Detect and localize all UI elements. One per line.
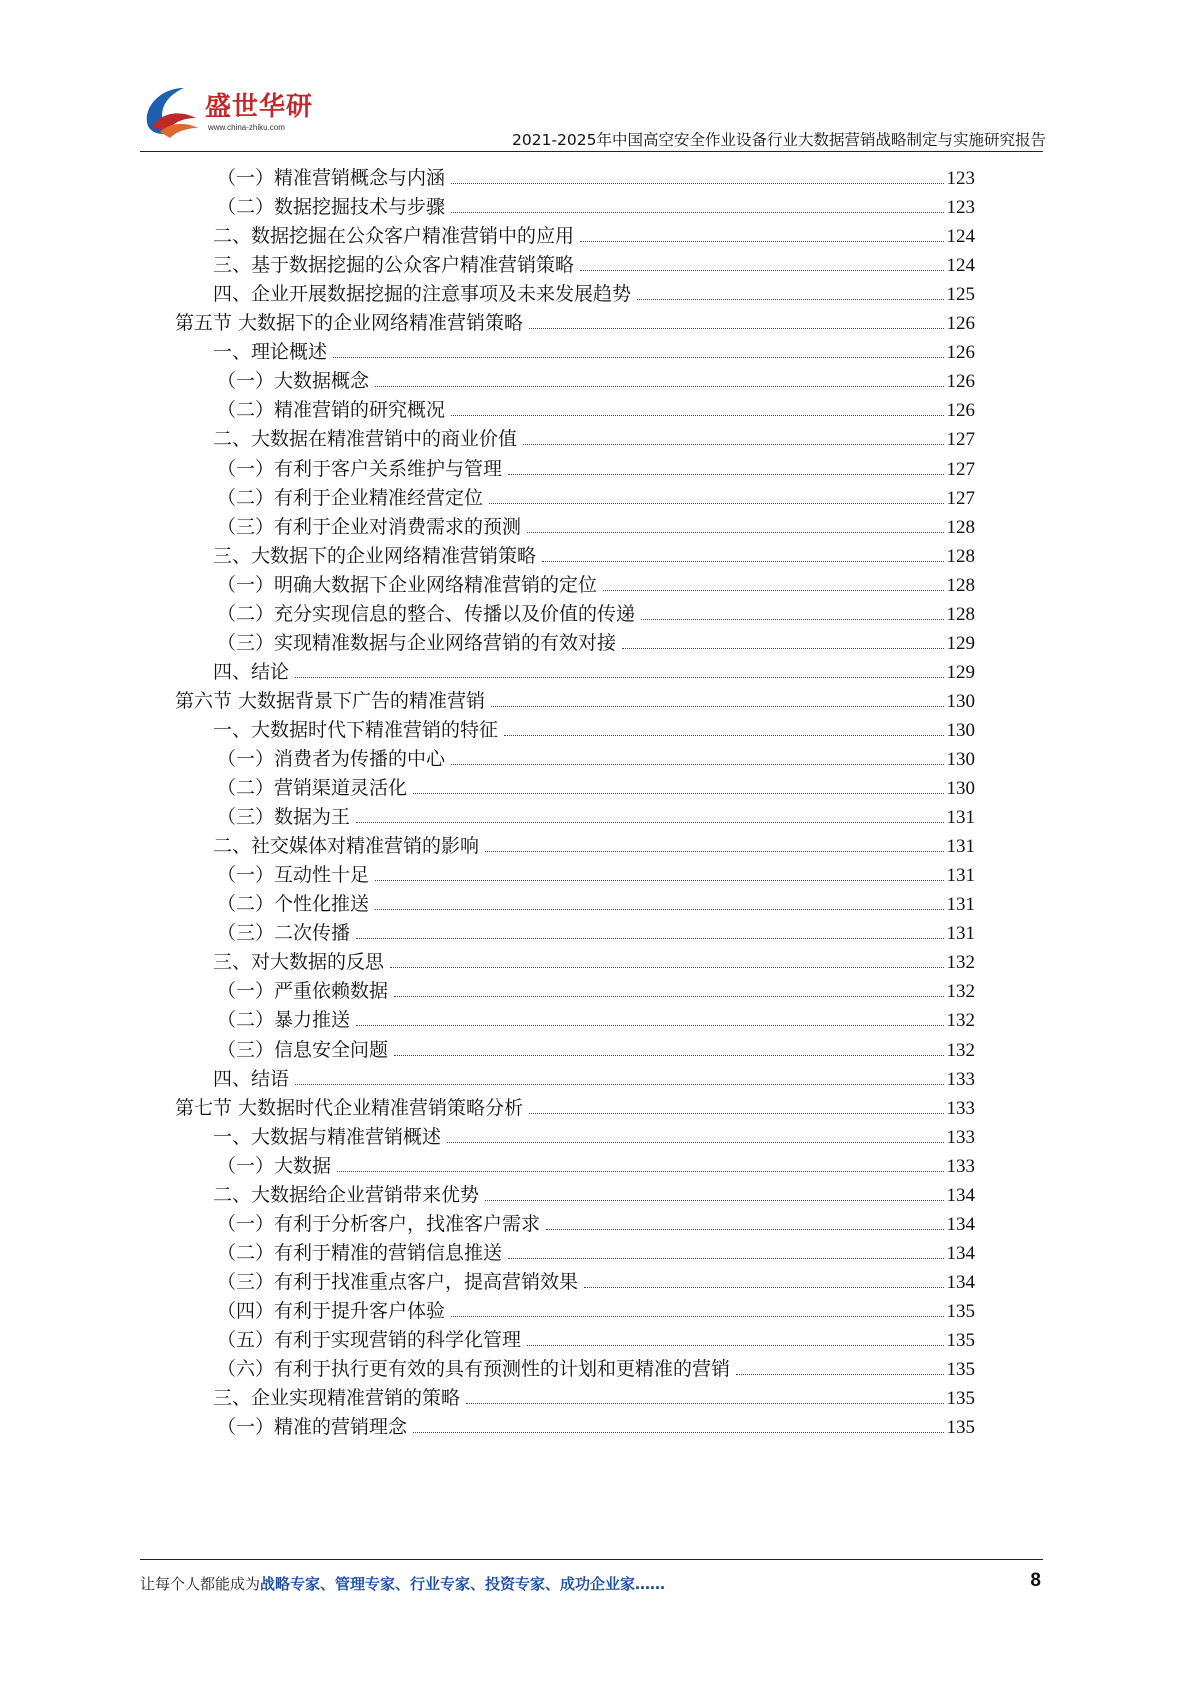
toc-entry-page: 133 xyxy=(946,1155,975,1177)
toc-entry-title: （二）营销渠道灵活化 xyxy=(217,777,408,800)
toc-entry-page: 135 xyxy=(946,1359,975,1381)
toc-leader-dots xyxy=(529,1113,943,1114)
toc-entry-title: 四、结语 xyxy=(213,1067,290,1090)
toc-entry-page: 127 xyxy=(946,487,975,509)
toc-entry-title: 二、数据挖掘在公众客户精准营销中的应用 xyxy=(213,225,575,248)
toc-entry[interactable] xyxy=(217,1293,975,1323)
toc-entry-title: （三）信息安全问题 xyxy=(217,1038,389,1061)
toc-entry-title: 一、大数据时代下精准营销的特征 xyxy=(213,718,499,741)
toc-leader-dots xyxy=(466,1403,943,1404)
toc-entry-page: 131 xyxy=(946,865,975,887)
toc-entry-page: 129 xyxy=(946,661,975,683)
toc-entry-title: 四、结论 xyxy=(213,660,290,683)
toc-entry-page: 131 xyxy=(946,807,975,829)
toc-entry-page: 134 xyxy=(946,1271,975,1293)
toc-leader-dots xyxy=(508,1258,943,1259)
toc-entry-title: （一）有利于分析客户，找准客户需求 xyxy=(217,1212,541,1235)
toc-entry-page: 135 xyxy=(946,1330,975,1351)
toc-leader-dots xyxy=(584,1287,943,1288)
toc-entry-title: （三）实现精准数据与企业网络营销的有效对接 xyxy=(217,631,617,654)
toc-entry-page: 126 xyxy=(946,313,975,335)
toc-entry-title: 二、大数据在精准营销中的商业价值 xyxy=(213,428,518,451)
toc-leader-dots xyxy=(375,909,943,910)
toc-entry-title: 第七节 大数据时代企业精准营销策略分析 xyxy=(175,1096,524,1119)
toc-leader-dots xyxy=(451,1316,943,1317)
toc-entry-page: 134 xyxy=(946,1242,975,1264)
toc-leader-dots xyxy=(295,677,943,678)
toc-entry-title: （六）有利于执行更有效的具有预测性的计划和更精准的营销 xyxy=(217,1358,731,1381)
toc-entry-page: 126 xyxy=(946,400,975,422)
toc-entry-page: 135 xyxy=(946,1388,975,1410)
toc-leader-dots xyxy=(356,938,943,939)
toc-leader-dots xyxy=(295,1084,943,1085)
toc-entry-page: 131 xyxy=(946,836,975,858)
toc-entry[interactable] xyxy=(175,683,975,713)
toc-entry-title: （三）数据为王 xyxy=(217,806,351,829)
toc-entry-title: （二）有利于精准的营销信息推送 xyxy=(217,1241,503,1264)
toc-entry-title: （二）个性化推送 xyxy=(217,893,370,916)
toc-entry-page: 132 xyxy=(946,952,975,974)
toc-entry[interactable] xyxy=(213,712,975,742)
toc-leader-dots xyxy=(375,386,943,387)
toc-leader-dots xyxy=(542,561,943,562)
toc-entry-page: 132 xyxy=(946,981,975,1003)
report-title: 2021-2025年中国高空安全作业设备行业大数据营销战略制定与实施研究报告 xyxy=(512,131,1046,149)
toc-entry-page: 128 xyxy=(946,516,975,538)
toc-entry-page: 129 xyxy=(946,632,975,654)
toc-entry-page: 131 xyxy=(946,923,975,945)
toc-entry-title: （一）互动性十足 xyxy=(217,864,370,887)
toc-leader-dots xyxy=(527,1345,943,1346)
toc-entry-page: 130 xyxy=(946,749,975,770)
toc-leader-dots xyxy=(394,996,943,997)
toc-leader-dots xyxy=(508,474,943,475)
toc-entry[interactable] xyxy=(213,334,975,364)
toc-leader-dots xyxy=(546,1229,943,1230)
toc-leader-dots xyxy=(485,851,943,852)
toc-entry[interactable] xyxy=(213,538,975,568)
toc-entry[interactable] xyxy=(217,741,975,771)
toc-entry[interactable] xyxy=(217,451,975,481)
toc-entry[interactable] xyxy=(217,857,975,887)
header-divider xyxy=(140,151,1043,152)
toc-entry-page: 130 xyxy=(946,778,975,800)
toc-entry-page: 132 xyxy=(946,1010,975,1032)
toc-entry-title: 三、基于数据挖掘的公众客户精准营销策略 xyxy=(213,254,575,277)
toc-entry-title: （一）大数据 xyxy=(217,1154,332,1177)
toc-entry-page: 133 xyxy=(946,1126,975,1148)
toc-entry-title: （三）二次传播 xyxy=(217,922,351,945)
toc-entry[interactable] xyxy=(213,218,975,248)
toc-entry-title: （三）有利于找准重点客户，提高营销效果 xyxy=(217,1270,579,1293)
toc-leader-dots xyxy=(333,357,943,358)
toc-entry-title: （二）暴力推送 xyxy=(217,1009,351,1032)
toc-entry-page: 123 xyxy=(946,197,975,219)
toc-leader-dots xyxy=(622,648,943,649)
toc-leader-dots xyxy=(375,880,943,881)
page-number: 8 xyxy=(1030,1570,1041,1591)
toc-entry-page: 128 xyxy=(946,545,975,567)
toc-entry[interactable] xyxy=(217,1264,975,1294)
logo-url: www.china-zhiku.com xyxy=(208,123,285,132)
toc-entry[interactable] xyxy=(217,392,975,422)
toc-entry[interactable] xyxy=(217,596,975,626)
toc-entry-title: 四、企业开展数据挖掘的注意事项及未来发展趋势 xyxy=(213,283,632,306)
toc-entry[interactable] xyxy=(213,247,975,277)
toc-entry-page: 130 xyxy=(946,719,975,741)
toc-entry[interactable] xyxy=(213,421,975,451)
toc-entry-title: 三、大数据下的企业网络精准营销策略 xyxy=(213,544,537,567)
toc-leader-dots xyxy=(489,503,943,504)
toc-entry-title: （四）有利于提升客户体验 xyxy=(217,1299,446,1322)
toc-entry-title: 一、理论概述 xyxy=(213,341,328,364)
toc-entry-page: 126 xyxy=(946,371,975,393)
toc-leader-dots xyxy=(451,212,943,213)
toc-leader-dots xyxy=(504,735,943,736)
toc-entry-title: （二）数据挖掘技术与步骤 xyxy=(217,196,446,219)
toc-entry[interactable] xyxy=(213,1177,975,1207)
toc-leader-dots xyxy=(451,183,943,184)
toc-entry-title: （二）充分实现信息的整合、传播以及价值的传递 xyxy=(217,602,636,625)
toc-entry-title: 二、大数据给企业营销带来优势 xyxy=(213,1183,480,1206)
toc-entry-title: （一）精准营销概念与内涵 xyxy=(217,167,446,189)
toc-entry-page: 125 xyxy=(946,284,975,306)
toc-entry-page: 130 xyxy=(946,690,975,712)
toc-entry[interactable] xyxy=(175,1090,975,1120)
toc-entry-title: （一）消费者为传播的中心 xyxy=(217,748,446,770)
toc-leader-dots xyxy=(356,822,943,823)
toc-entry[interactable] xyxy=(217,770,975,800)
toc-entry[interactable] xyxy=(217,1409,975,1439)
toc-entry[interactable] xyxy=(213,1119,975,1149)
toc-entry[interactable] xyxy=(217,915,975,945)
toc-entry-page: 133 xyxy=(946,1068,975,1090)
toc-leader-dots xyxy=(580,270,943,271)
toc-leader-dots xyxy=(603,590,943,591)
footer-slogan-highlight: 战略专家、管理专家、行业专家、投资专家、成功企业家…… xyxy=(260,1575,666,1593)
toc-leader-dots xyxy=(356,1025,943,1026)
toc-entry-page: 123 xyxy=(946,168,975,189)
toc-entry[interactable] xyxy=(217,1206,975,1236)
toc-entry-title: 三、对大数据的反思 xyxy=(213,951,385,974)
toc-leader-dots xyxy=(447,1142,943,1143)
toc-leader-dots xyxy=(451,415,943,416)
toc-entry[interactable] xyxy=(217,625,975,655)
toc-entry[interactable] xyxy=(213,828,975,858)
toc-entry-page: 128 xyxy=(946,574,975,596)
page-header xyxy=(0,0,1191,150)
toc-entry[interactable] xyxy=(217,509,975,539)
footer-slogan-prefix: 让每个人都能成为 xyxy=(140,1575,261,1593)
toc-entry-page: 135 xyxy=(946,1300,975,1322)
toc-entry-page: 134 xyxy=(946,1184,975,1206)
toc-entry-title: （五）有利于实现营销的科学化管理 xyxy=(217,1329,522,1351)
toc-entry[interactable] xyxy=(217,799,975,829)
toc-entry[interactable] xyxy=(213,1061,975,1091)
toc-leader-dots xyxy=(736,1374,943,1375)
toc-entry-page: 127 xyxy=(946,458,975,480)
toc-entry[interactable] xyxy=(217,189,975,219)
toc-leader-dots xyxy=(394,1055,943,1056)
toc-entry-title: （一）严重依赖数据 xyxy=(217,980,389,1003)
toc-entry[interactable] xyxy=(217,567,975,597)
toc-leader-dots xyxy=(390,967,943,968)
toc-leader-dots xyxy=(485,1200,943,1201)
toc-entry[interactable] xyxy=(213,654,975,684)
toc-entry-title: （二）精准营销的研究概况 xyxy=(217,399,446,422)
toc-entry-title: （一）精准的营销理念 xyxy=(217,1416,408,1439)
toc-entry[interactable] xyxy=(217,1235,975,1265)
toc-entry[interactable] xyxy=(217,480,975,510)
toc-entry-page: 127 xyxy=(946,429,975,451)
toc-entry[interactable] xyxy=(217,1002,975,1032)
toc-entry-title: （三）有利于企业对消费需求的预测 xyxy=(217,515,522,538)
toc-entry[interactable] xyxy=(217,1322,975,1352)
toc-entry-page: 133 xyxy=(946,1097,975,1119)
toc-entry-page: 131 xyxy=(946,894,975,916)
toc-entry-page: 132 xyxy=(946,1039,975,1061)
toc-leader-dots xyxy=(413,1432,943,1433)
toc-entry[interactable] xyxy=(217,363,975,393)
toc-entry[interactable] xyxy=(217,160,975,190)
toc-entry-title: 一、大数据与精准营销概述 xyxy=(213,1125,442,1148)
toc-entry-page: 135 xyxy=(946,1417,975,1439)
footer-divider xyxy=(140,1559,1043,1560)
toc-entry-title: 第六节 大数据背景下广告的精准营销 xyxy=(175,689,486,712)
toc-entry[interactable] xyxy=(175,305,975,335)
toc-entry[interactable] xyxy=(217,1032,975,1062)
toc-entry[interactable] xyxy=(217,973,975,1003)
toc-leader-dots xyxy=(637,299,943,300)
toc-entry-page: 124 xyxy=(946,255,975,277)
toc-entry[interactable] xyxy=(213,276,975,306)
footer-slogan xyxy=(140,1573,665,1594)
toc-leader-dots xyxy=(523,444,943,445)
toc-entry[interactable] xyxy=(217,886,975,916)
toc-leader-dots xyxy=(451,764,943,765)
toc-entry-title: 二、社交媒体对精准营销的影响 xyxy=(213,835,480,858)
toc-entry[interactable] xyxy=(217,1351,975,1381)
toc-leader-dots xyxy=(641,619,943,620)
toc-entry-page: 124 xyxy=(946,226,975,248)
toc-entry[interactable] xyxy=(217,1148,975,1178)
toc-entry-page: 126 xyxy=(946,342,975,364)
logo-name: 盛世华研 xyxy=(205,92,314,122)
toc-entry-title: 三、企业实现精准营销的策略 xyxy=(213,1387,461,1410)
toc-leader-dots xyxy=(491,706,943,707)
toc-entry[interactable] xyxy=(213,1380,975,1410)
toc-leader-dots xyxy=(337,1171,943,1172)
toc-entry-title: （一）明确大数据下企业网络精准营销的定位 xyxy=(217,573,598,596)
toc-leader-dots xyxy=(413,793,943,794)
toc-entry-page: 128 xyxy=(946,603,975,625)
toc-leader-dots xyxy=(529,328,943,329)
toc-leader-dots xyxy=(527,532,943,533)
toc-entry-title: （二）有利于企业精准经营定位 xyxy=(217,486,484,509)
toc-leader-dots xyxy=(580,241,943,242)
toc-entry-title: 第五节 大数据下的企业网络精准营销策略 xyxy=(175,312,524,335)
toc-entry-title: （一）有利于客户关系维护与管理 xyxy=(217,457,503,480)
toc-entry-title: （一）大数据概念 xyxy=(217,370,370,393)
toc-entry[interactable] xyxy=(213,944,975,974)
toc-entry-page: 134 xyxy=(946,1213,975,1235)
